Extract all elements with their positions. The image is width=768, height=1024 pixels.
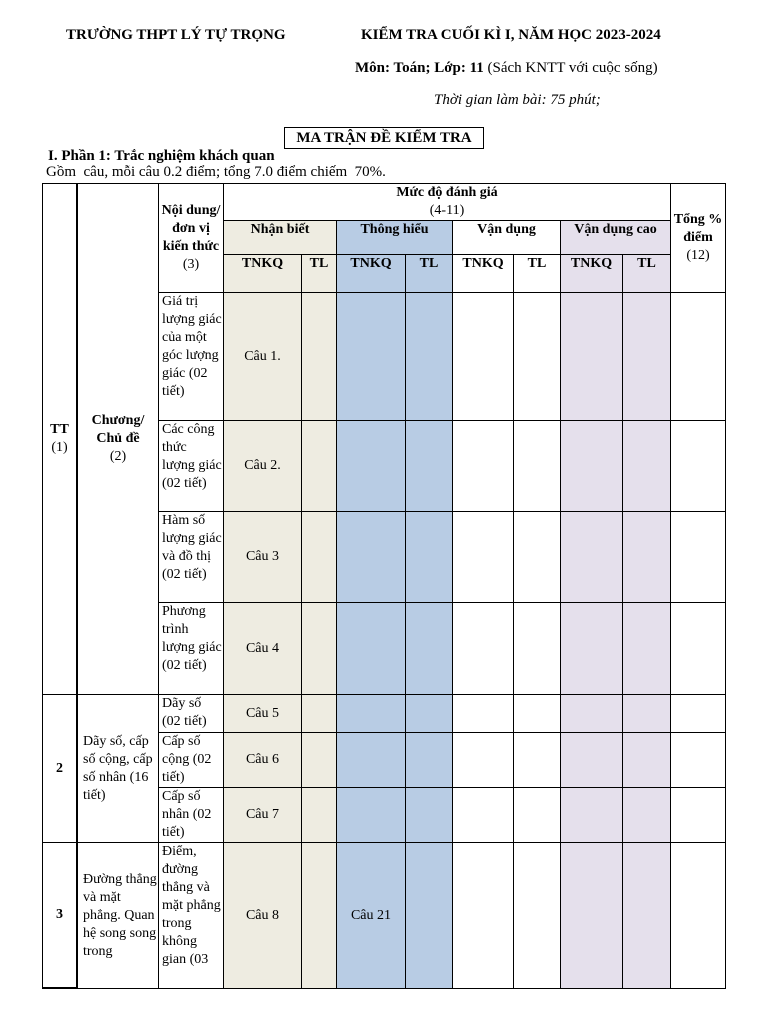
vd-tl-cell (514, 293, 561, 421)
vd-tl-cell (514, 843, 561, 989)
vdc-tl-cell (623, 788, 671, 843)
total-cell (671, 733, 726, 788)
vdc-tl-cell (623, 603, 671, 695)
nb-tl-cell (302, 695, 337, 733)
vd-tl-cell (514, 512, 561, 603)
vdc-tnkq-cell (561, 603, 623, 695)
level-van-dung: Vận dụng (453, 221, 561, 255)
level-van-dung-cao: Vận dụng cao (561, 221, 671, 255)
level-thong-hieu: Thông hiểu (337, 221, 453, 255)
topic-cell: Cấp số nhân (02 tiết) (159, 788, 224, 843)
total-cell (671, 293, 726, 421)
vdc-tnkq-cell (561, 695, 623, 733)
vdc-tl-cell (623, 695, 671, 733)
nb-tnkq-cell: Câu 3 (224, 512, 302, 603)
level-header: Mức độ đánh giá (4-11) (224, 184, 671, 221)
group-number: 2 (42, 694, 77, 843)
vd-tl-cell (514, 695, 561, 733)
topic-cell: Các công thức lượng giác (02 tiết) (159, 421, 224, 512)
sub-tl: TL (406, 255, 453, 293)
th-tl-cell (406, 733, 453, 788)
topic-cell: Dãy số (02 tiết) (159, 695, 224, 733)
vdc-tl-cell (623, 293, 671, 421)
part1-description: Gồm câu, mỗi câu 0.2 điểm; tổng 7.0 điểm chiếm 70%. (46, 164, 386, 180)
sub-tl: TL (514, 255, 561, 293)
nb-tnkq-cell: Câu 5 (224, 695, 302, 733)
nb-tl-cell (302, 733, 337, 788)
level-nhan-biet: Nhận biết (224, 221, 337, 255)
header-row-1 (43, 184, 726, 221)
vd-tl-cell (514, 733, 561, 788)
topic-cell: Hàm số lượng giác và đồ thị (02 tiết) (159, 512, 224, 603)
th-tnkq-cell (337, 695, 406, 733)
vd-tnkq-cell (453, 843, 514, 989)
vd-tnkq-cell (453, 421, 514, 512)
sub-tnkq: TNKQ (561, 255, 623, 293)
vd-tl-cell (514, 421, 561, 512)
vdc-tl-cell (623, 843, 671, 989)
total-cell (671, 788, 726, 843)
th-tl-cell (406, 293, 453, 421)
matrix-title: MA TRẬN ĐỀ KIỂM TRA (284, 127, 484, 149)
th-tnkq-cell (337, 603, 406, 695)
nb-tnkq-cell: Câu 8 (224, 843, 302, 989)
th-tnkq-cell: Câu 21 (337, 843, 406, 989)
nb-tnkq-cell: Câu 4 (224, 603, 302, 695)
th-tl-cell (406, 843, 453, 989)
th-tnkq-cell (337, 733, 406, 788)
total-cell (671, 421, 726, 512)
table-row (43, 695, 726, 733)
chapter-cell: Dãy số, cấp số cộng, cấp số nhân (16 tiết) (78, 695, 159, 843)
nb-tl-cell (302, 603, 337, 695)
exam-time: Thời gian làm bài: 75 phút; (434, 92, 601, 108)
total-cell (671, 603, 726, 695)
total-header: Tổng % điểm (12) (671, 184, 726, 293)
group-number: 3 (42, 842, 77, 988)
sub-tnkq: TNKQ (337, 255, 406, 293)
th-tnkq-cell (337, 788, 406, 843)
nb-tnkq-cell: Câu 6 (224, 733, 302, 788)
part1-title: I. Phần 1: Trắc nghiệm khách quan (48, 148, 275, 164)
topic-cell: Giá trị lượng giác của một góc lượng giác (02 tiết) (159, 293, 224, 421)
vdc-tl-cell (623, 421, 671, 512)
topic-cell: Điểm, đường thẳng và mặt phẳng trong không gian (03 (159, 843, 224, 989)
th-tl-cell (406, 695, 453, 733)
nb-tnkq-cell: Câu 2. (224, 421, 302, 512)
total-cell (671, 512, 726, 603)
vdc-tnkq-cell (561, 788, 623, 843)
th-tl-cell (406, 421, 453, 512)
vdc-tl-cell (623, 733, 671, 788)
vd-tnkq-cell (453, 733, 514, 788)
vdc-tnkq-cell (561, 421, 623, 512)
vdc-tnkq-cell (561, 733, 623, 788)
th-tl-cell (406, 603, 453, 695)
th-tnkq-cell (337, 512, 406, 603)
subject-line (355, 60, 658, 77)
vdc-tl-cell (623, 512, 671, 603)
sub-tnkq: TNKQ (453, 255, 514, 293)
nb-tnkq-cell: Câu 1. (224, 293, 302, 421)
sub-tl: TL (302, 255, 337, 293)
vd-tnkq-cell (453, 512, 514, 603)
vdc-tnkq-cell (561, 843, 623, 989)
chapter-header: Chương/ Chủ đề (2) (78, 184, 159, 695)
vd-tnkq-cell (453, 603, 514, 695)
nb-tl-cell (302, 421, 337, 512)
subject-label: Môn: Toán (355, 60, 426, 76)
total-cell (671, 843, 726, 989)
content-header: Nội dung/đơn vị kiến thức (3) (159, 184, 224, 293)
sub-tl: TL (623, 255, 671, 293)
th-tl-cell (406, 788, 453, 843)
sub-tnkq: TNKQ (224, 255, 302, 293)
topic-cell: Cấp số cộng (02 tiết) (159, 733, 224, 788)
vd-tl-cell (514, 603, 561, 695)
th-tl-cell (406, 512, 453, 603)
vdc-tnkq-cell (561, 512, 623, 603)
nb-tnkq-cell: Câu 7 (224, 788, 302, 843)
book-label: (Sách KNTT với cuộc sống) (483, 60, 658, 76)
school-name: TRƯỜNG THPT LÝ TỰ TRỌNG (66, 27, 286, 43)
nb-tl-cell (302, 788, 337, 843)
tt-header-label: TT (1) (42, 183, 77, 695)
nb-tl-cell (302, 293, 337, 421)
nb-tl-cell (302, 512, 337, 603)
vd-tnkq-cell (453, 293, 514, 421)
vd-tnkq-cell (453, 788, 514, 843)
grade-label: ; Lớp: 11 (425, 60, 484, 76)
vdc-tnkq-cell (561, 293, 623, 421)
vd-tl-cell (514, 788, 561, 843)
nb-tl-cell (302, 843, 337, 989)
table-row (43, 843, 726, 989)
topic-cell: Phương trình lượng giác (02 tiết) (159, 603, 224, 695)
exam-title: KIỂM TRA CUỐI KÌ I, NĂM HỌC 2023-2024 (361, 27, 661, 43)
chapter-cell: Đường thẳng và mặt phẳng. Quan hệ song song trong (78, 843, 159, 989)
vd-tnkq-cell (453, 695, 514, 733)
th-tnkq-cell (337, 421, 406, 512)
assessment-matrix-table (42, 183, 726, 989)
th-tnkq-cell (337, 293, 406, 421)
total-cell (671, 695, 726, 733)
